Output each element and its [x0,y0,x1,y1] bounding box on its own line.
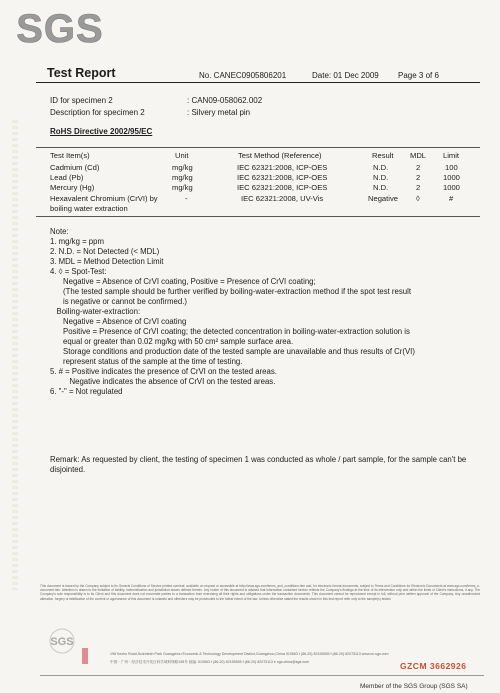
note-line: equal or greater than 0.02 mg/kg with 50 cm² sample surface area. [50,337,294,346]
cell-result: N.D. [373,173,389,182]
note-line: 3. MDL = Method Detection Limit [50,257,164,266]
serial-number: GZCM 3662926 [400,661,467,671]
note-line: Note: [50,227,69,236]
specimen-desc-label: Description for specimen 2 [50,108,145,117]
note-line: represent status of the sample at the time of testing. [50,357,243,366]
cell-limit: # [449,194,454,203]
note-line: 4. ◊ = Spot-Test: [50,267,107,276]
note-line: Boiling-water-extraction: [50,307,141,316]
report-number: No. CANEC0905806201 [199,71,287,80]
note-line: Negative = Absence of CrVI coating [50,317,187,326]
note-line: 2. N.D. = Not Detected (< MDL) [50,247,160,256]
specimen-id-label: ID for specimen 2 [50,96,113,105]
th-method: Test Method (Reference) [238,151,322,160]
cell-mdl: 2 [416,173,421,182]
legal-disclaimer: This document is issued by the Company subject to its General Conditions of Service printed overleaf, available on request or accessible at http://www.sgs.com/terms_and_conditions.htm and, for electronic format documents, subject to Terms and Conditions for Electronic Documents at www.sgs.com/terms_e-document.htm. Attention is drawn to the limitation of liability, indemnification and jurisdiction issues defined therein. Any holder of this document is advised that information contained hereon reflects the Company's findings at the time of its intervention only and within the limits of Client's instructions, if any. The Company's sole responsibility is to its Client and this document does not exonerate parties to a transaction from exercising all their rights and obligations under the transaction documents. This document cannot be reproduced except in full, without prior written approval of the Company. Any unauthorized alteration, forgery or falsification of the content or appearance of this document is unlawful and offenders may be prosecuted to the fullest extent of the law. Unless otherwise stated the results shown in this test report refer only to the sample(s) tested. [40,584,480,601]
note-line: 1. mg/kg = ppm [50,237,104,246]
cell-method: IEC 62321:2008, ICP-OES [237,163,328,172]
notes-section [50,227,480,397]
directive-heading: RoHS Directive 2002/95/EC [50,127,153,136]
cell-method: IEC 62321:2008, ICP-OES [237,183,328,192]
cell-item: Mercury (Hg) [50,183,95,192]
cell-unit: - [185,194,188,203]
cell-mdl: ◊ [416,194,420,203]
member-text: Member of the SGS Group (SGS SA) [360,683,468,690]
security-margin [12,120,18,590]
cell-method: IEC 62321:2008, UV-Vis [241,194,324,203]
table-top-rule [36,147,480,148]
address-english: 198 Kezhu Road,Scientech Park Guangzhou Economic & Technology Development District,Guangzhou,China 510663 t (86-20) 82155555 f (86-20) 82075113 www.cn.sgs.com [110,652,389,656]
logo-text: SGS [16,7,104,51]
cell-result: Negative [368,194,398,203]
cell-unit: mg/kg [172,163,193,172]
specimen-id-value: : CAN09-058062.002 [187,96,263,105]
note-line: Storage conditions and production date of the tested sample are unavailable and thus results of Cr(VI) [50,347,415,356]
svg-text:SGS: SGS [50,636,74,648]
note-line: 6. "-" = Not regulated [50,387,123,396]
sgs-small-logo-icon [42,628,82,654]
th-limit: Limit [443,151,460,160]
th-unit: Unit [175,151,189,160]
remark-text: Remark: As requested by client, the testing of specimen 1 was conducted as whole / part sample, for the sample can't be disjointed. [50,455,467,474]
th-result: Result [372,151,394,160]
table-bottom-rule [36,216,480,217]
cell-unit: mg/kg [172,183,193,192]
report-title: Test Report [47,66,116,80]
specimen-desc-value: : Silvery metal pin [187,108,251,117]
report-date: Date: 01 Dec 2009 [312,71,379,80]
cell-item: Cadmium (Cd) [50,163,100,172]
th-item: Test Item(s) [50,151,90,160]
stamp-mark [82,648,88,664]
note-line: Positive = Presence of CrVI coating; the detected concentration in boiling-water-extraction solution is [50,327,410,336]
cell-item-cont: boiling water extraction [50,204,128,213]
cell-limit: 1000 [443,183,460,192]
cell-item: Lead (Pb) [50,173,84,182]
note-line: (The tested sample should be further verified by boiling-water-extraction method if the spot test result [50,287,412,296]
cell-limit: 100 [445,163,458,172]
cell-mdl: 2 [416,183,421,192]
cell-method: IEC 62321:2008, ICP-OES [237,173,328,182]
cell-mdl: 2 [416,163,421,172]
note-line: Negative = Absence of CrVI coating, Positive = Presence of CrVI coating; [50,277,316,286]
note-line: 5. # = Positive indicates the presence of CrVI on the tested areas. [50,367,277,376]
th-mdl: MDL [410,151,427,160]
note-line: Negative indicates the absence of CrVI on the tested areas. [50,377,276,386]
cell-unit: mg/kg [172,173,193,182]
header-rule [36,82,480,83]
page-number: Page 3 of 6 [398,71,439,80]
note-line: is negative or cannot be confirmed.) [50,297,187,306]
footer-rule [40,675,484,676]
address-chinese: 中国・广州・经济技术开发区科学城科珠路198号 邮编: 510663 t (86-20) 82155555 f (86-20) 82075113 e sgs.china@sgs.com [110,660,310,664]
sgs-logo [4,2,116,52]
cell-item: Hexavalent Chromium (CrVI) by [50,194,158,203]
cell-result: N.D. [373,183,389,192]
cell-limit: 1000 [443,173,460,182]
cell-result: N.D. [373,163,389,172]
